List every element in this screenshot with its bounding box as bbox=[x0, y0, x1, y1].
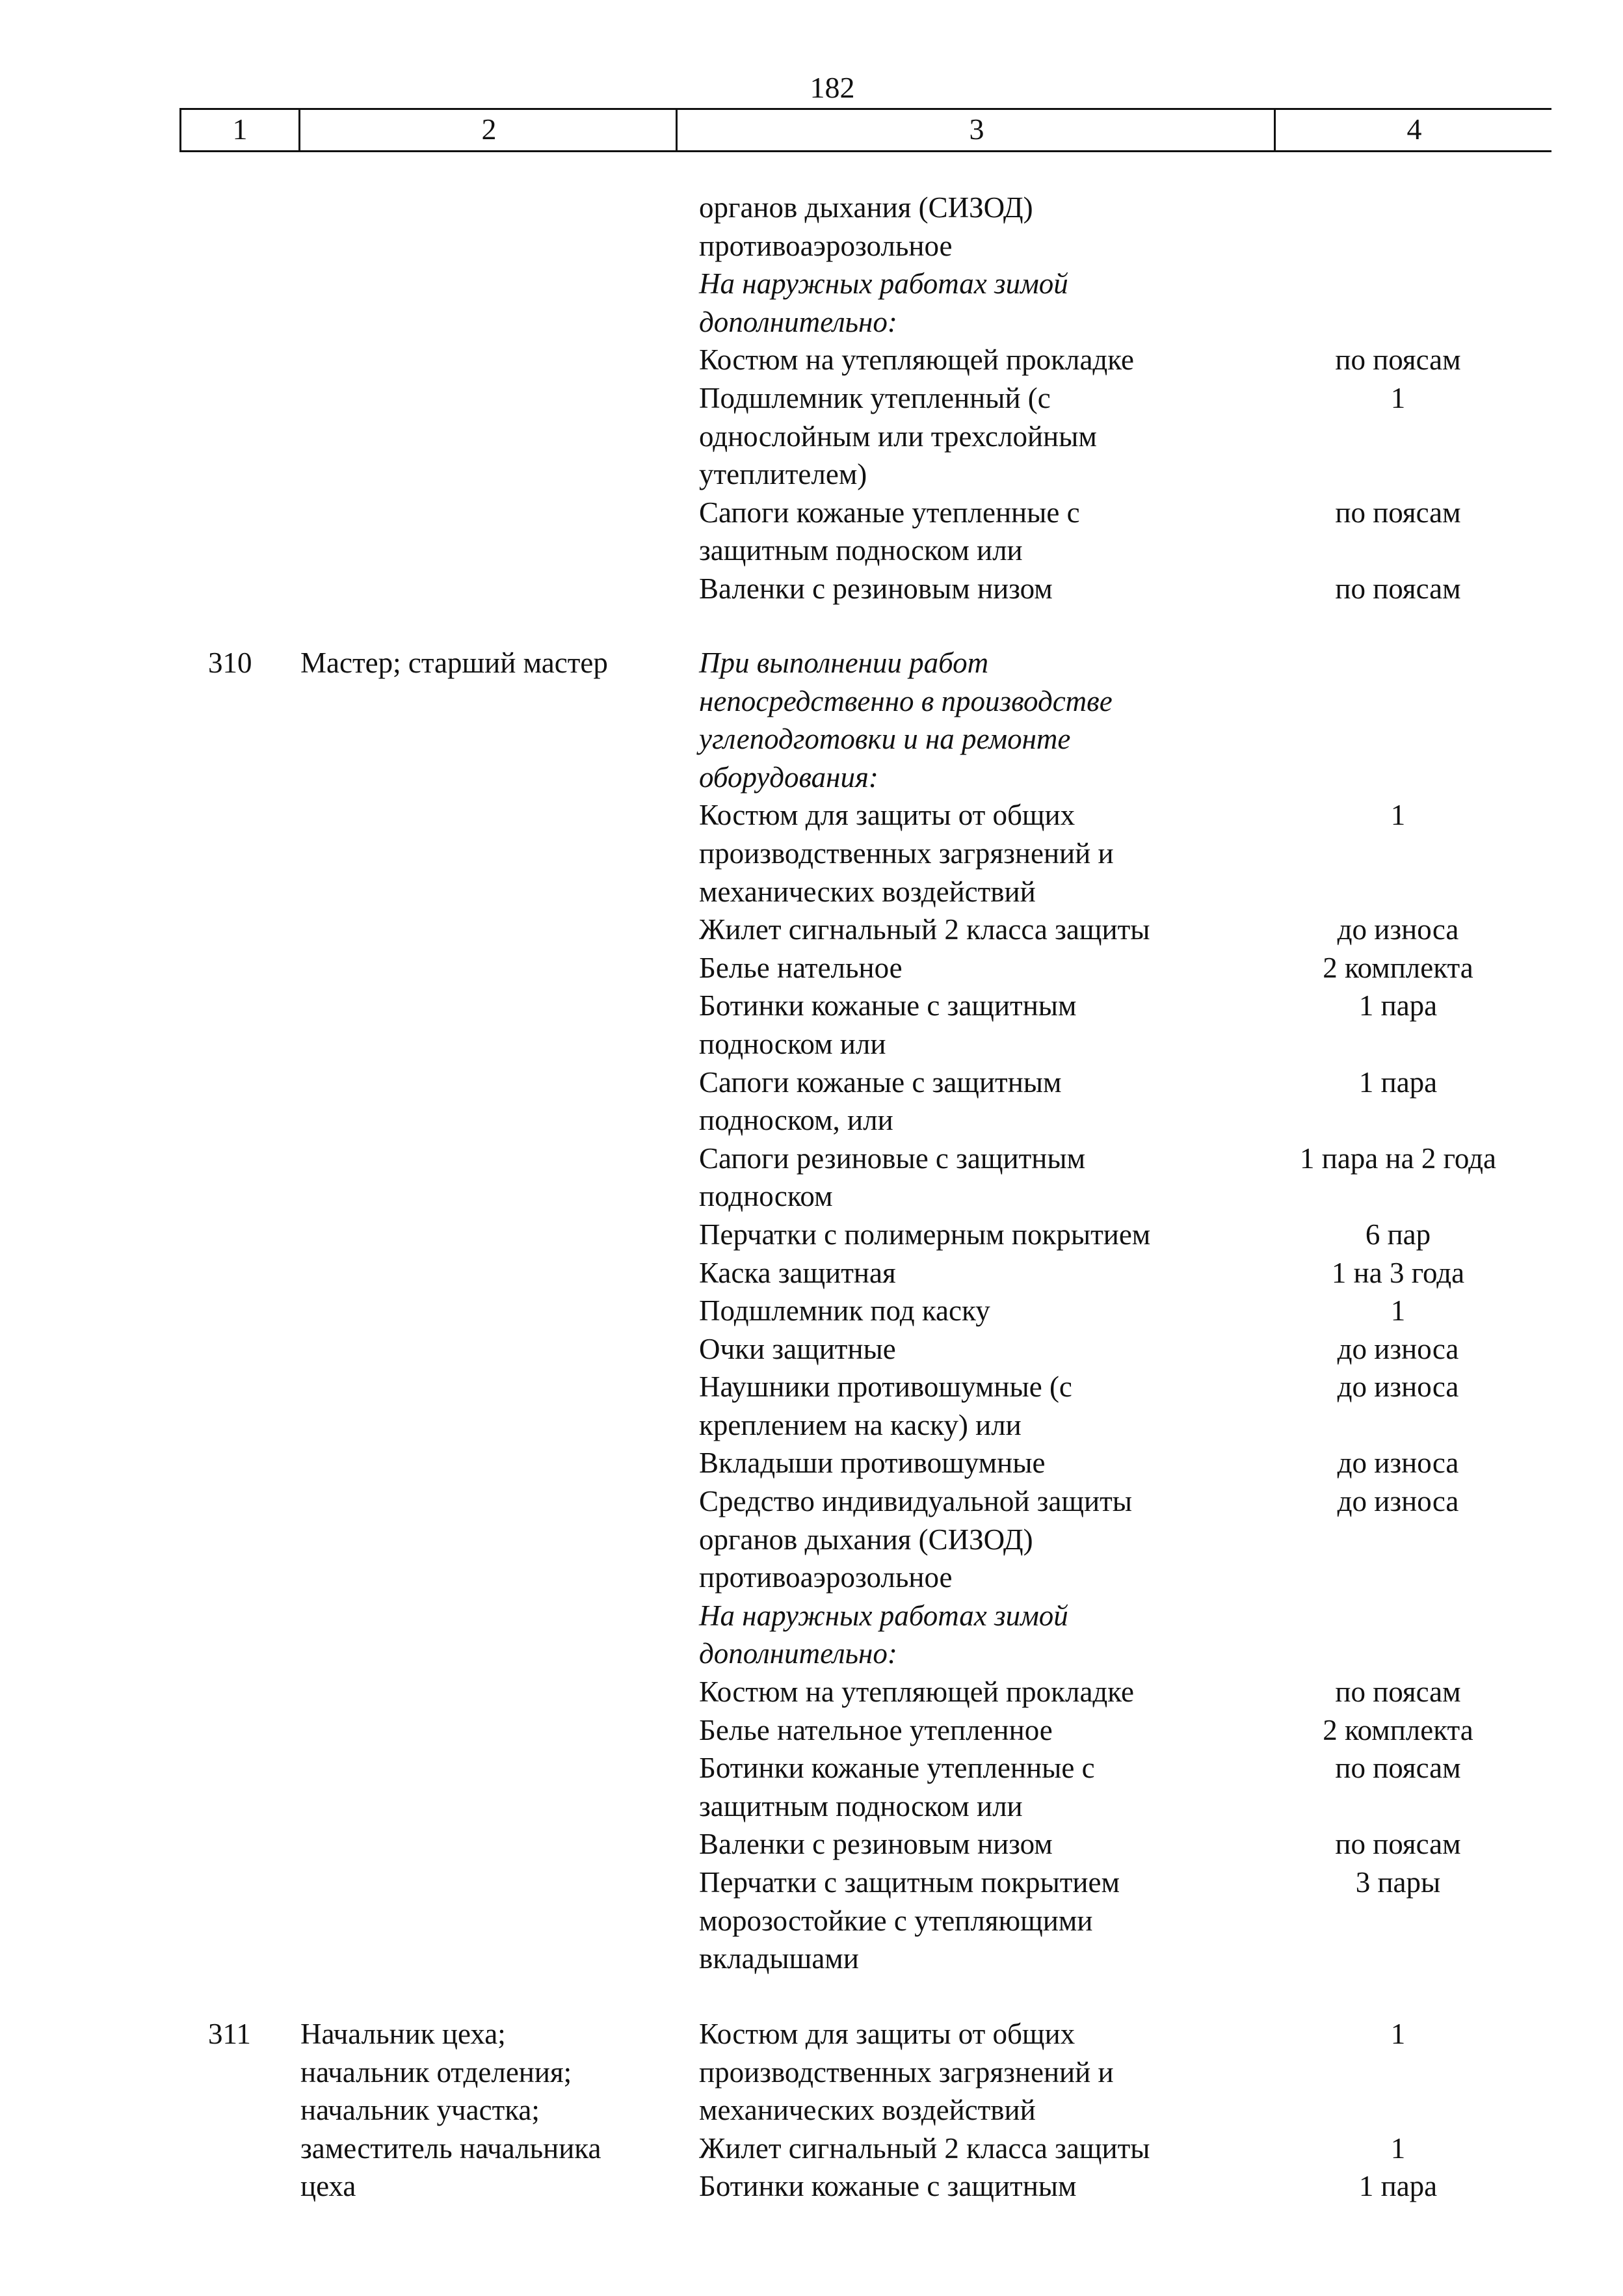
item-quantity: по поясам bbox=[1335, 572, 1461, 605]
item-description-line: подноском, или bbox=[699, 1104, 893, 1137]
item-description-line: Костюм на утепляющей прокладке bbox=[699, 1675, 1135, 1709]
item-description-line: однослойным или трехслойным bbox=[699, 420, 1097, 453]
ppe-item bbox=[699, 1749, 1564, 1825]
item-quantity: 1 на 3 года bbox=[1331, 1256, 1465, 1289]
ppe-item bbox=[699, 2129, 1564, 2168]
row-number: 310 bbox=[208, 647, 252, 679]
item-quantity: 2 комплекта bbox=[1323, 1713, 1473, 1746]
column-header-2: 2 bbox=[298, 110, 678, 150]
ppe-item bbox=[699, 2015, 1564, 2129]
item-quantity: до износа bbox=[1337, 913, 1459, 946]
ppe-item bbox=[699, 1482, 1564, 1597]
item-description-line: Сапоги резиновые с защитным bbox=[699, 1141, 1086, 1175]
item-description-line: производственных загрязнений и bbox=[699, 836, 1114, 870]
item-description-line: Сапоги кожаные утепленные с bbox=[699, 496, 1080, 529]
ppe-item bbox=[699, 494, 1564, 570]
item-description-line: Жилет сигнальный 2 класса защиты bbox=[699, 2131, 1150, 2165]
column-header-1: 1 bbox=[179, 110, 298, 150]
item-description-line: углеподготовки и на ремонте bbox=[699, 723, 1071, 756]
item-description-line: Подшлемник утепленный (с bbox=[699, 381, 1051, 414]
item-description bbox=[699, 2129, 1232, 2168]
item-description bbox=[699, 949, 1232, 987]
job-title bbox=[300, 2015, 665, 2206]
item-quantity: 1 bbox=[1390, 1294, 1406, 1328]
item-description-line: Очки защитные bbox=[699, 1332, 896, 1365]
item-description bbox=[699, 1140, 1232, 1216]
ppe-item bbox=[699, 1292, 1564, 1330]
job-title-line: заместитель начальника bbox=[300, 2131, 601, 2165]
item-description bbox=[699, 1825, 1232, 1863]
job-title-line: начальник отделения; bbox=[300, 2055, 572, 2089]
item-description-line: Перчатки с полимерным покрытием bbox=[699, 1218, 1151, 1251]
item-description-line: Ботинки кожаные утепленные с bbox=[699, 1752, 1095, 1785]
item-description-line: Белье нательное утепленное bbox=[699, 1713, 1053, 1746]
ppe-item-list bbox=[699, 189, 1564, 608]
item-description-line: производственных загрязнений и bbox=[699, 2055, 1114, 2089]
item-quantity bbox=[1232, 644, 1564, 796]
ppe-item bbox=[699, 1444, 1564, 1482]
item-description bbox=[699, 570, 1232, 608]
item-description bbox=[699, 1711, 1232, 1750]
item-description-line: Средство индивидуальной защиты bbox=[699, 1485, 1133, 1518]
item-description-line: противоаэрозольное bbox=[699, 1561, 953, 1594]
item-quantity: 1 bbox=[1390, 381, 1406, 414]
item-description bbox=[699, 1444, 1232, 1482]
job-title-line: Начальник цеха; bbox=[300, 2018, 506, 2050]
table-header-row bbox=[179, 108, 1551, 152]
item-quantity: 1 пара bbox=[1358, 1065, 1438, 1099]
section-subheading bbox=[699, 644, 1564, 796]
item-quantity: 1 пара bbox=[1358, 989, 1438, 1022]
item-quantity: 1 bbox=[1390, 799, 1406, 832]
ppe-item bbox=[699, 1368, 1564, 1444]
ppe-item bbox=[699, 949, 1564, 987]
ppe-item bbox=[699, 341, 1564, 379]
item-description bbox=[699, 1368, 1232, 1444]
item-quantity: 1 пара bbox=[1358, 2170, 1438, 2203]
ppe-item-list bbox=[699, 644, 1564, 1978]
item-description-line: дополнительно: bbox=[699, 305, 897, 338]
item-description bbox=[699, 494, 1232, 570]
item-description-line: дополнительно: bbox=[699, 1637, 897, 1670]
item-description-line: морозостойкие с утепляющими bbox=[699, 1904, 1093, 1937]
ppe-item bbox=[699, 1330, 1564, 1368]
item-description-line: Костюм для защиты от общих bbox=[699, 2018, 1075, 2050]
job-title-line: цеха bbox=[300, 2170, 356, 2203]
ppe-item bbox=[699, 911, 1564, 949]
section-subheading bbox=[699, 265, 1564, 341]
item-description-line: органов дыхания (СИЗОД) bbox=[699, 1523, 1033, 1556]
item-description-line: При выполнении работ bbox=[699, 647, 989, 679]
item-quantity: 1 bbox=[1390, 2018, 1406, 2050]
item-description-line: Перчатки с защитным покрытием bbox=[699, 1866, 1120, 1899]
item-description-line: защитным подноском или bbox=[699, 1789, 1023, 1822]
item-description-line: оборудования: bbox=[699, 760, 878, 794]
ppe-item bbox=[699, 1825, 1564, 1863]
item-quantity: по поясам bbox=[1335, 343, 1461, 377]
item-description bbox=[699, 1482, 1232, 1597]
item-description-line: органов дыхания (СИЗОД) bbox=[699, 191, 1033, 224]
ppe-item bbox=[699, 2167, 1564, 2206]
item-description bbox=[699, 2015, 1232, 2129]
item-description-line: Каска защитная bbox=[699, 1256, 896, 1289]
item-description bbox=[699, 644, 1232, 796]
ppe-item bbox=[699, 379, 1564, 494]
job-title-line: Мастер; старший мастер bbox=[300, 647, 608, 679]
item-description-line: Валенки с резиновым низом bbox=[699, 1828, 1053, 1861]
item-quantity: до износа bbox=[1337, 1370, 1459, 1404]
item-description bbox=[699, 379, 1232, 494]
item-description bbox=[699, 1673, 1232, 1711]
item-description-line: Ботинки кожаные с защитным bbox=[699, 2170, 1077, 2203]
ppe-item bbox=[699, 987, 1564, 1063]
item-description-line: защитным подноском или bbox=[699, 534, 1023, 567]
item-description bbox=[699, 911, 1232, 949]
ppe-item-list bbox=[699, 2015, 1564, 2206]
item-description-line: Валенки с резиновым низом bbox=[699, 572, 1053, 605]
item-description-line: механических воздействий bbox=[699, 875, 1036, 908]
item-description bbox=[699, 2167, 1232, 2206]
item-description-line: Вкладыши противошумные bbox=[699, 1447, 1046, 1480]
ppe-item bbox=[699, 570, 1564, 608]
item-quantity bbox=[1232, 189, 1564, 265]
page-number: 182 bbox=[810, 71, 855, 104]
item-description-line: Жилет сигнальный 2 класса защиты bbox=[699, 913, 1150, 946]
item-description-line: вкладышами bbox=[699, 1942, 859, 1975]
item-description bbox=[699, 987, 1232, 1063]
item-description bbox=[699, 265, 1232, 341]
item-quantity: 1 пара на 2 года bbox=[1300, 1141, 1496, 1175]
item-quantity: по поясам bbox=[1335, 1675, 1461, 1709]
ppe-item bbox=[699, 1063, 1564, 1140]
ppe-item bbox=[699, 1140, 1564, 1216]
ppe-item bbox=[699, 1673, 1564, 1711]
item-description-line: Белье нательное bbox=[699, 951, 903, 984]
item-description-line: подноском или bbox=[699, 1027, 886, 1060]
item-description-line: механических воздействий bbox=[699, 2094, 1036, 2127]
ppe-item bbox=[699, 1254, 1564, 1292]
item-quantity: до износа bbox=[1337, 1332, 1459, 1365]
ppe-item bbox=[699, 189, 1564, 265]
item-description-line: Костюм на утепляющей прокладке bbox=[699, 343, 1135, 377]
item-description-line: На наружных работах зимой bbox=[699, 1599, 1068, 1632]
column-header-3: 3 bbox=[676, 110, 1276, 150]
item-quantity: до износа bbox=[1337, 1447, 1459, 1480]
item-description-line: Сапоги кожаные с защитным bbox=[699, 1065, 1062, 1099]
item-description-line: Костюм для защиты от общих bbox=[699, 799, 1075, 832]
item-quantity bbox=[1232, 1597, 1564, 1673]
item-quantity: 6 пар bbox=[1365, 1218, 1431, 1251]
item-description-line: непосредственно в производстве bbox=[699, 684, 1113, 717]
ppe-item bbox=[699, 796, 1564, 911]
item-description-line: Наушники противошумные (с bbox=[699, 1370, 1072, 1404]
item-description-line: Подшлемник под каску bbox=[699, 1294, 990, 1328]
item-description bbox=[699, 1597, 1232, 1673]
item-description bbox=[699, 1749, 1232, 1825]
column-header-4: 4 bbox=[1274, 110, 1553, 150]
item-description bbox=[699, 1292, 1232, 1330]
item-description bbox=[699, 1063, 1232, 1140]
item-description-line: креплением на каску) или bbox=[699, 1408, 1022, 1441]
item-description bbox=[699, 1216, 1232, 1254]
ppe-item bbox=[699, 1216, 1564, 1254]
item-description-line: утеплителем) bbox=[699, 458, 867, 491]
item-description bbox=[699, 1330, 1232, 1368]
item-description-line: противоаэрозольное bbox=[699, 229, 953, 262]
item-description-line: подноском bbox=[699, 1180, 833, 1213]
item-quantity: до износа bbox=[1337, 1485, 1459, 1518]
item-description-line: На наружных работах зимой bbox=[699, 267, 1068, 300]
job-title bbox=[300, 644, 665, 682]
ppe-item bbox=[699, 1711, 1564, 1750]
item-quantity: 3 пары bbox=[1355, 1866, 1441, 1899]
item-description bbox=[699, 1863, 1232, 1978]
job-title-line: начальник участка; bbox=[300, 2094, 540, 2127]
item-quantity: 2 комплекта bbox=[1323, 951, 1473, 984]
item-description bbox=[699, 341, 1232, 379]
item-quantity: по поясам bbox=[1335, 1752, 1461, 1785]
ppe-item bbox=[699, 1863, 1564, 1978]
item-description bbox=[699, 189, 1232, 265]
item-description bbox=[699, 1254, 1232, 1292]
item-description-line: Ботинки кожаные с защитным bbox=[699, 989, 1077, 1022]
item-quantity bbox=[1232, 265, 1564, 341]
section-subheading bbox=[699, 1597, 1564, 1673]
row-number: 311 bbox=[208, 2018, 251, 2050]
item-quantity: 1 bbox=[1390, 2131, 1406, 2165]
item-description bbox=[699, 796, 1232, 911]
item-quantity: по поясам bbox=[1335, 1828, 1461, 1861]
item-quantity: по поясам bbox=[1335, 496, 1461, 529]
